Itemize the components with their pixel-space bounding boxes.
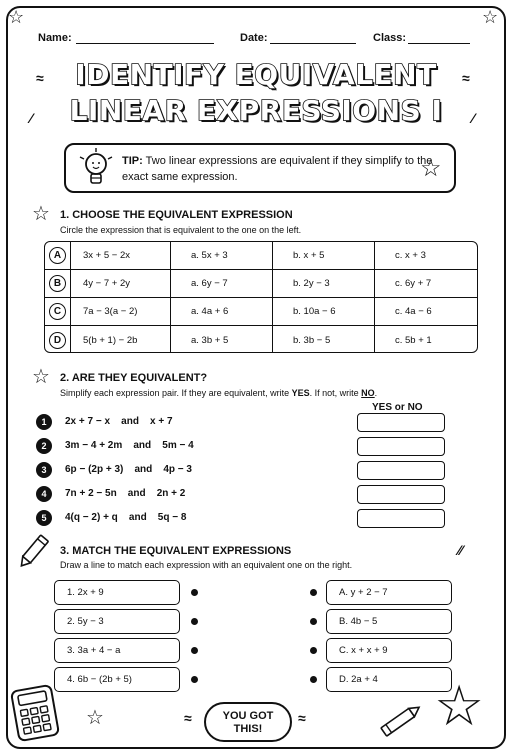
instruction-text: Simplify each expression pair. If they are equivalent, write <box>60 388 292 398</box>
choice-c[interactable]: c. 4a − 6 <box>395 306 432 317</box>
calculator-icon <box>10 684 60 742</box>
choice-table <box>44 241 478 353</box>
item-number: 5 <box>36 510 52 526</box>
no-keyword: NO <box>361 388 375 398</box>
answer-box[interactable] <box>357 461 445 480</box>
match-dot-left[interactable] <box>191 647 198 654</box>
tip-box <box>64 143 456 193</box>
instruction-text: . If not, write <box>309 388 362 398</box>
row-letter-badge: A <box>49 247 66 264</box>
row-letter-cell <box>45 298 71 325</box>
star-icon: ☆ <box>32 203 50 225</box>
cloud-text-line2: THIS! <box>233 723 263 735</box>
choice-a[interactable]: a. 5x + 3 <box>171 242 273 269</box>
choice-b[interactable]: b. x + 5 <box>273 242 375 269</box>
pencil-icon <box>376 702 426 738</box>
match-left-item: 3. 3a + 4 − a <box>54 638 180 663</box>
row-letter-badge: B <box>49 275 66 292</box>
choice-c[interactable]: c. x + 3 <box>395 250 426 261</box>
star-icon: ☆ <box>32 366 50 388</box>
choice-a[interactable]: a. 3b + 5 <box>171 326 273 353</box>
tip-body: Two linear expressions are equivalent if they simplify to the exact same expression. <box>122 155 433 183</box>
tip-text <box>122 153 442 185</box>
answer-box[interactable] <box>357 437 445 456</box>
name-field[interactable] <box>76 43 214 44</box>
tip-label: TIP: <box>122 155 143 167</box>
item-number: 2 <box>36 438 52 454</box>
date-field[interactable] <box>270 43 356 44</box>
yes-keyword: YES <box>291 388 310 398</box>
cloud-text-line1: YOU GOT <box>222 710 274 722</box>
expression-pair: 4(q − 2) + q and 5q − 8 <box>65 512 187 523</box>
table-row <box>45 326 477 353</box>
row-letter-badge: C <box>49 303 66 320</box>
match-left-item: 1. 2x + 9 <box>54 580 180 605</box>
section2-title: 2. ARE THEY EQUIVALENT? <box>60 372 208 384</box>
match-dot-left[interactable] <box>191 589 198 596</box>
date-label: Date: <box>240 32 268 44</box>
section1-instruction: Circle the expression that is equivalent to the one on the left. <box>60 225 302 235</box>
section2-instruction <box>60 388 377 398</box>
answer-box[interactable] <box>357 485 445 504</box>
given-expression: 4y − 7 + 2y <box>71 270 171 297</box>
sparkle-icon: ⁄⁄ <box>458 542 463 558</box>
answer-box[interactable] <box>357 509 445 528</box>
item-number: 3 <box>36 462 52 478</box>
choice-a[interactable]: a. 6y − 7 <box>171 270 273 297</box>
expression-pair: 7n + 2 − 5n and 2n + 2 <box>65 488 186 499</box>
yes-no-column-header: YES or NO <box>372 402 423 413</box>
sparkle-icon: ≈ <box>184 710 192 726</box>
table-row <box>45 270 477 298</box>
table-row <box>45 298 477 326</box>
match-right-item: B. 4b − 5 <box>326 609 452 634</box>
match-right-item: D. 2a + 4 <box>326 667 452 692</box>
page-title-line1: IDENTIFY EQUIVALENT <box>75 58 437 91</box>
you-got-this-cloud <box>204 702 292 742</box>
match-dot-left[interactable] <box>191 618 198 625</box>
expression-pair: 2x + 7 − x and x + 7 <box>65 416 173 427</box>
choice-b[interactable]: b. 10a − 6 <box>273 298 375 325</box>
star-icon: ☆ <box>86 707 104 729</box>
sparkle-icon: ≈ <box>298 710 306 726</box>
section3-title: 3. MATCH THE EQUIVALENT EXPRESSIONS <box>60 545 292 557</box>
answer-box[interactable] <box>357 413 445 432</box>
expression-pair: 3m − 4 + 2m and 5m − 4 <box>65 440 194 451</box>
given-expression: 7a − 3(a − 2) <box>71 298 171 325</box>
row-letter-cell <box>45 270 71 297</box>
match-left-item: 2. 5y − 3 <box>54 609 180 634</box>
row-letter-cell <box>45 326 71 353</box>
choice-c[interactable]: c. 5b + 1 <box>395 334 432 346</box>
row-letter-cell <box>45 242 71 269</box>
class-field[interactable] <box>408 43 470 44</box>
given-expression: 5(b + 1) − 2b <box>71 326 171 353</box>
star-icon: ☆ <box>420 155 442 182</box>
row-letter-badge: D <box>49 332 66 349</box>
item-number: 1 <box>36 414 52 430</box>
pencil-icon <box>16 532 50 572</box>
choice-a[interactable]: a. 4a + 6 <box>171 298 273 325</box>
section3-instruction: Draw a line to match each expression with an equivalent one on the right. <box>60 560 353 570</box>
sparkle-icon: ⁄ <box>30 110 33 126</box>
match-dot-left[interactable] <box>191 676 198 683</box>
name-label: Name: <box>38 32 72 44</box>
match-dot-right[interactable] <box>310 618 317 625</box>
lightbulb-icon <box>74 147 118 191</box>
star-icon: ☆ <box>434 674 485 737</box>
choice-b[interactable]: b. 3b − 5 <box>273 326 375 353</box>
item-number: 4 <box>36 486 52 502</box>
choice-c[interactable]: c. 6y + 7 <box>395 278 432 289</box>
match-right-item: C. x + x + 9 <box>326 638 452 663</box>
star-icon: ☆ <box>482 7 499 27</box>
given-expression: 3x + 5 − 2x <box>71 242 171 269</box>
match-left-item: 4. 6b − (2b + 5) <box>54 667 180 692</box>
class-label: Class: <box>373 32 407 44</box>
match-right-item: A. y + 2 − 7 <box>326 580 452 605</box>
match-dot-right[interactable] <box>310 589 317 596</box>
sparkle-icon: ≈ <box>36 70 44 86</box>
sparkle-icon: ≈ <box>462 70 470 86</box>
expression-pair: 6p − (2p + 3) and 4p − 3 <box>65 464 192 475</box>
page-title-line2: LINEAR EXPRESSIONS I <box>69 94 443 127</box>
star-icon: ☆ <box>8 7 25 27</box>
match-dot-right[interactable] <box>310 676 317 683</box>
sparkle-icon: ⁄ <box>472 110 475 126</box>
table-row <box>45 242 477 270</box>
section1-title: 1. CHOOSE THE EQUIVALENT EXPRESSION <box>60 209 293 221</box>
choice-b[interactable]: b. 2y − 3 <box>273 270 375 297</box>
match-dot-right[interactable] <box>310 647 317 654</box>
instruction-text: . <box>374 388 378 398</box>
